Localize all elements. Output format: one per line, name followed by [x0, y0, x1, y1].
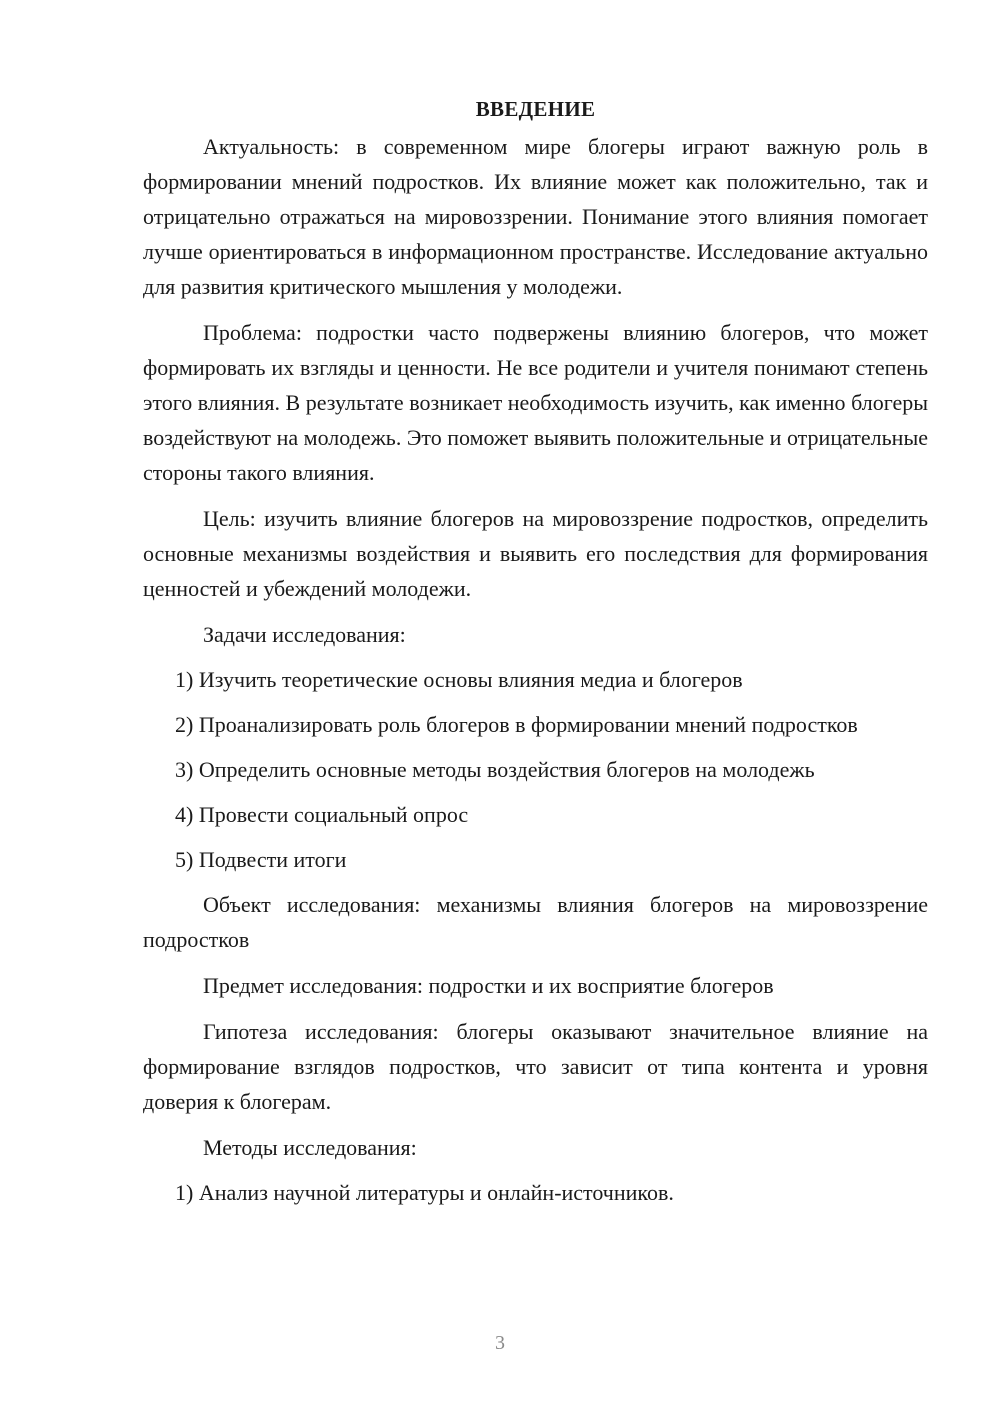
task-item-4: 4) Провести социальный опрос [175, 802, 469, 827]
page-number: 3 [495, 1332, 505, 1354]
hypothesis-paragraph: Гипотеза исследования: блогеры оказывают значительное влияние на формирование взглядов подростков, что зависит от типа контента и уровня доверия к блогерам. [143, 1019, 928, 1114]
task-item-2: 2) Проанализировать роль блогеров в формировании мнений подростков [175, 712, 858, 737]
methods-heading: Методы исследования: [203, 1135, 417, 1160]
task-item-5: 5) Подвести итоги [175, 847, 347, 872]
tasks-heading: Задачи исследования: [203, 622, 406, 647]
page-title: ВВЕДЕНИЕ [475, 97, 596, 121]
relevance-paragraph: Актуальность: в современном мире блогеры играют важную роль в формировании мнений подростков. Их влияние может как положительно, так и отрицательно отражаться на мировоззрении. Понимание этого влияния помогает лучше ориентироваться в информационном пространстве. Исследование актуально для развития критического мышления у молодежи. [143, 134, 928, 299]
object-paragraph: Объект исследования: механизмы влияния блогеров на мировоззрение подростков [143, 892, 928, 952]
task-item-3: 3) Определить основные методы воздействия блогеров на молодежь [175, 757, 815, 782]
problem-paragraph: Проблема: подростки часто подвержены влиянию блогеров, что может формировать их взгляды и ценности. Не все родители и учителя понимают степень этого влияния. В результате возникает необходимость изучить, как именно блогеры воздействуют на молодежь. Это поможет выявить положительные и отрицательные стороны такого влияния. [143, 320, 928, 485]
subject-paragraph: Предмет исследования: подростки и их восприятие блогеров [203, 973, 774, 998]
method-item-1: 1) Анализ научной литературы и онлайн-источников. [175, 1180, 674, 1205]
goal-paragraph: Цель: изучить влияние блогеров на мировоззрение подростков, определить основные механизмы воздействия и выявить его последствия для формирования ценностей и убеждений молодежи. [143, 506, 928, 601]
task-item-1: 1) Изучить теоретические основы влияния медиа и блогеров [175, 667, 743, 692]
document-page [143, 92, 928, 1220]
